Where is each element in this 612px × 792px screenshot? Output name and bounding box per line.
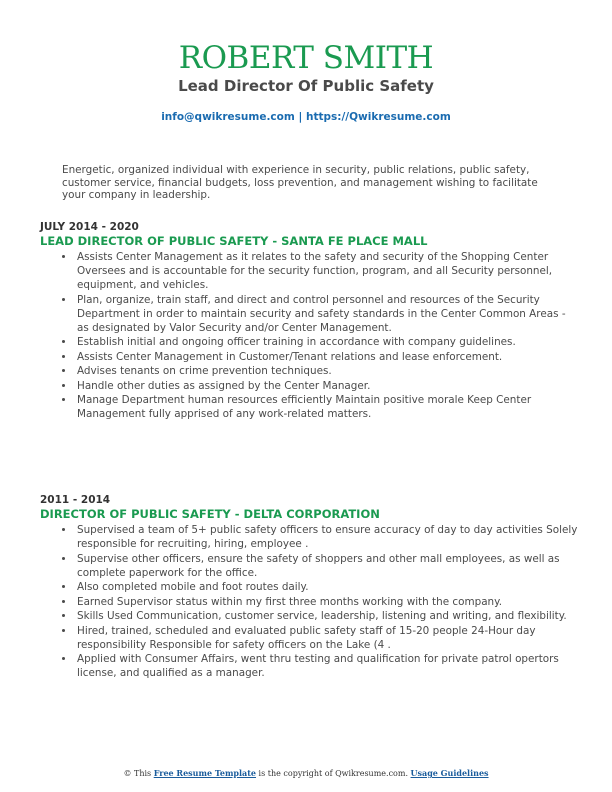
list-item: • Advises tenants on crime prevention techniques. [75, 364, 580, 378]
list-item: • Also completed mobile and foot routes daily. [75, 580, 580, 594]
summary-text: Energetic, organized individual with experience in security, public relations, public safety, customer service, financial budgets, loss prevention, and management wishing to facilitate your company in leadership. [62, 164, 538, 201]
list-item: • Establish initial and ongoing officer training in accordance with company guidelines. [75, 335, 580, 349]
contact-line [0, 111, 612, 123]
candidate-name: ROBERT SMITH [178, 40, 434, 76]
experience-entry-1 [40, 221, 580, 422]
job-title: LEAD DIRECTOR OF PUBLIC SAFETY - SANTA FE PLACE MALL [40, 234, 428, 248]
footer-middle: is the copyright of Qwikresume.com. [256, 769, 411, 778]
experience-entry-2 [40, 494, 580, 681]
list-item: • Assists Center Management in Customer/Tenant relations and lease enforcement. [75, 350, 580, 364]
list-item: • Skills Used Communication, customer service, leadership, listening and writing, and flexibility. [75, 609, 580, 623]
list-item: • Applied with Consumer Affairs, went thru testing and qualification for private patrol opertors license, and qualified as a manager. [75, 652, 580, 680]
list-item: • Handle other duties as assigned by the Center Manager. [75, 379, 580, 393]
email-link[interactable]: info@qwikresume.com [161, 111, 295, 123]
free-resume-template-link[interactable]: Free Resume Template [153, 768, 257, 778]
list-item: • Plan, organize, train staff, and direct and control personnel and resources of the Security Department in order to maintain security and safety standards in the Center Common Areas - as designated by Valor Security and/or Center Management. [75, 293, 580, 335]
website-link[interactable]: https://Qwikresume.com [305, 111, 451, 123]
list-item: • Supervise other officers, ensure the safety of shoppers and other mall employees, as well as complete paperwork for the office. [75, 552, 580, 580]
copyright-footer [0, 768, 612, 778]
job-title: DIRECTOR OF PUBLIC SAFETY - DELTA CORPORATION [40, 507, 380, 521]
footer-prefix: © This [123, 769, 154, 778]
contact-separator: | [294, 111, 306, 123]
job-bullets [40, 523, 580, 680]
candidate-title: Lead Director Of Public Safety [178, 77, 434, 95]
job-dates: JULY 2014 - 2020 [40, 221, 139, 233]
list-item: • Earned Supervisor status within my first three months working with the company. [75, 595, 580, 609]
job-dates: 2011 - 2014 [40, 494, 111, 506]
usage-guidelines-link[interactable]: Usage Guidelines [410, 768, 489, 778]
list-item: • Supervised a team of 5+ public safety officers to ensure accuracy of day to day activities Solely responsible for recruiting, hiring, employee . [75, 523, 580, 551]
list-item: • Assists Center Management as it relates to the safety and security of the Shopping Center Oversees and is accountable for the security function, program, and all Security personnel, equipment, and vehicles. [75, 250, 580, 292]
list-item: • Manage Department human resources efficiently Maintain positive morale Keep Center Management fully apprised of any work-related matters. [75, 393, 580, 421]
job-bullets [40, 250, 580, 421]
list-item: • Hired, trained, scheduled and evaluated public safety staff of 15-20 people 24-Hour day responsibility Responsible for safety officers on the Lake (4 . [75, 624, 580, 652]
